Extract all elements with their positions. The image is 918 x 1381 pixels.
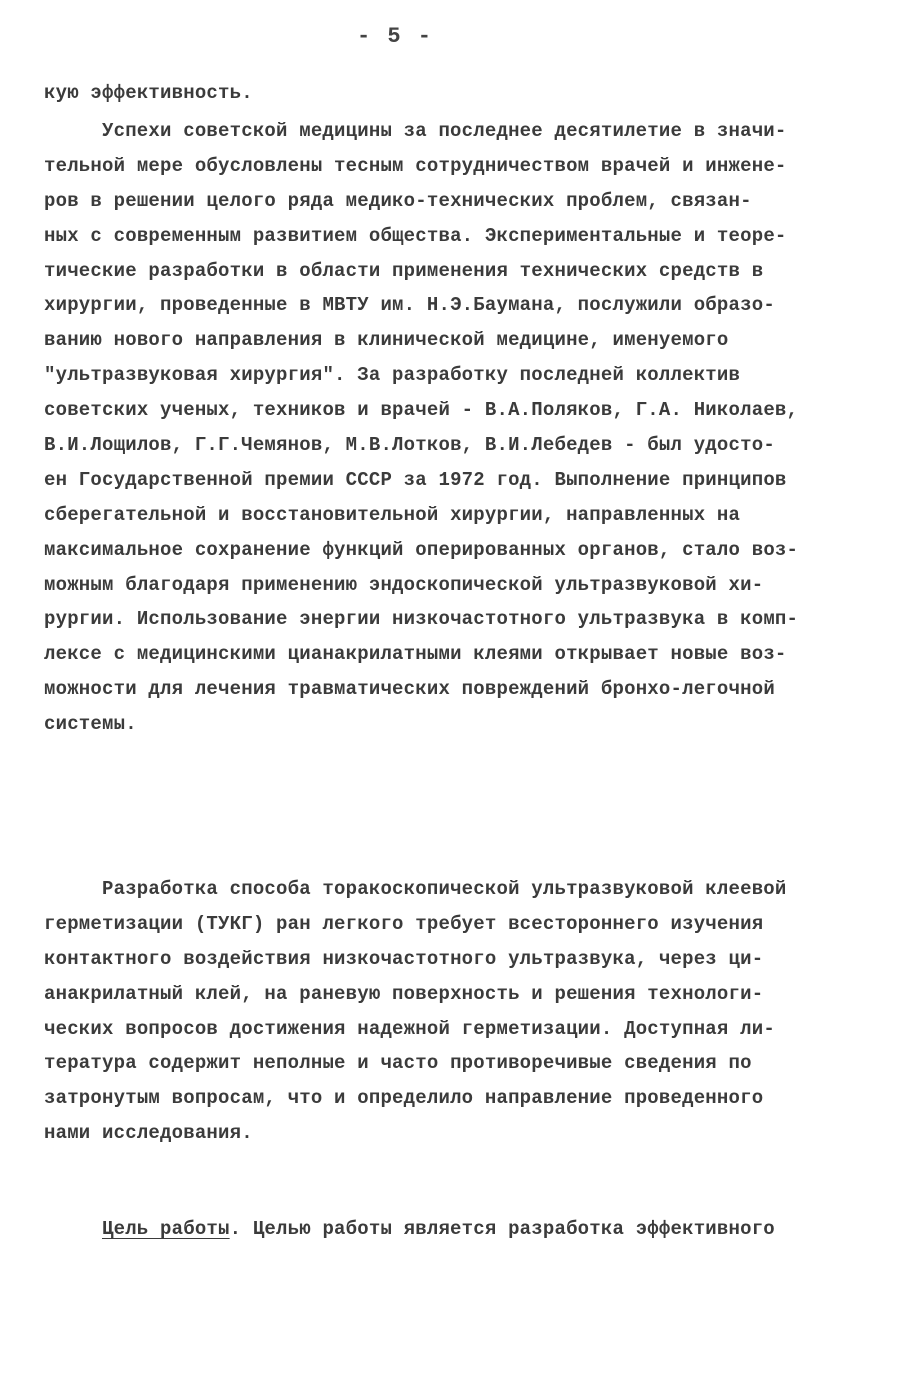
text-line: максимальное сохранение функций оперированных органов, стало воз-	[44, 538, 799, 561]
text-line: ен Государственной премии СССР за 1972 год. Выполнение принципов	[44, 468, 787, 491]
text-line: советских ученых, техников и врачей - В.А.Поляков, Г.А. Николаев,	[44, 399, 799, 422]
text-line: тература содержит неполные и часто противоречивые сведения по	[44, 1052, 752, 1075]
text-line: В.И.Лощилов, Г.Г.Чемянов, М.В.Лотков, В.И.Лебедев - был удосто-	[44, 434, 775, 457]
page-number: - 5 -	[356, 24, 433, 49]
text-line: лексе с медицинскими цианакрилатными клеями открывает новые воз-	[44, 643, 787, 666]
paragraph-continuation	[44, 76, 874, 111]
text-line: затронутым вопросам, что и определило направление проведенного	[44, 1087, 764, 1110]
text-line: системы.	[44, 713, 137, 736]
text-line: ров в решении целого ряда медико-технических проблем, связан-	[44, 189, 752, 212]
text-line: анакрилатный клей, на раневую поверхность и решения технологи-	[44, 982, 764, 1005]
text-line: герметизации (ТУКГ) ран легкого требует всестороннего изучения	[44, 912, 764, 935]
text-line: тельной мере обусловлены тесным сотрудничеством врачей и инжене-	[44, 154, 787, 177]
text-line: рургии. Использование энергии низкочастотного ультразвука в комп-	[44, 608, 799, 631]
section-heading: Цель работы	[102, 1218, 230, 1240]
text-line: "ультразвуковая хирургия". За разработку последней коллектив	[44, 364, 741, 387]
paragraph-work-goal	[44, 1212, 874, 1247]
text-line: можным благодаря применению эндоскопической ультразвуковой хи-	[44, 573, 764, 596]
heading-continuation: . Целью работы является разработка эффективного	[229, 1218, 775, 1240]
text-line: можности для лечения травматических повреждений бронхо-легочной	[44, 678, 775, 701]
text-line: ных с современным развитием общества. Экспериментальные и теоре-	[44, 224, 787, 247]
text-line: ческих вопросов достижения надежной герметизации. Доступная ли-	[44, 1017, 775, 1040]
text-line: тические разработки в области применения технических средств в	[44, 259, 764, 282]
paragraph-medicine-success	[44, 114, 874, 742]
text-line: ванию нового направления в клинической медицине, именуемого	[44, 329, 729, 352]
text-line: Разработка способа торакоскопической ультразвуковой клеевой	[102, 878, 787, 900]
text-line: сберегательной и восстановительной хирургии, направленных на	[44, 503, 741, 526]
text-line: Успехи советской медицины за последнее десятилетие в значи-	[102, 120, 787, 142]
text-line: контактного воздействия низкочастотного ультразвука, через ци-	[44, 947, 764, 970]
text-line	[44, 1212, 874, 1247]
text-line: хирургии, проведенные в МВТУ им. Н.Э.Баумана, послужили образо-	[44, 294, 775, 317]
text-line: нами исследования.	[44, 1122, 253, 1145]
text-line: кую эффективность.	[44, 82, 253, 104]
paragraph-method-development	[44, 872, 874, 1151]
